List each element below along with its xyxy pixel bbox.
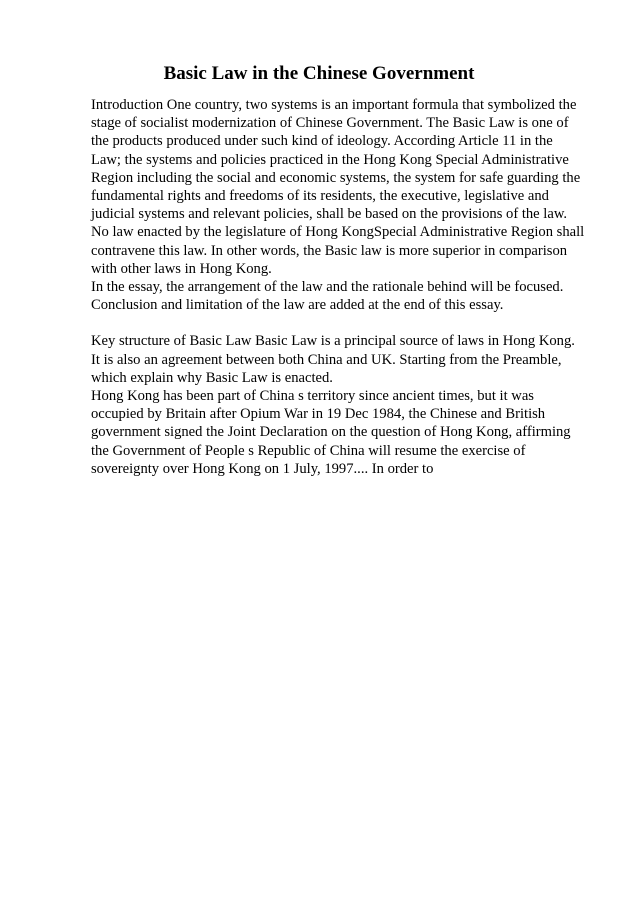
text-line: which explain why Basic Law is enacted. <box>91 369 333 386</box>
text-line: occupied by Britain after Opium War in 19 Dec 1984, the Chinese and British <box>91 406 546 423</box>
text-line: fundamental rights and freedoms of its residents, the executive, legislative and <box>91 187 549 204</box>
text-line: Introduction One country, two systems is an important formula that symbolized the <box>91 97 577 113</box>
document-title: Basic Law in the Chinese Government <box>163 63 475 84</box>
text-line: contravene this law. In other words, the Basic law is more superior in comparison <box>91 242 568 259</box>
text-line: Key structure of Basic Law Basic Law is a principal source of laws in Hong Kong. <box>91 333 575 350</box>
paragraph-essay-scope <box>91 278 611 314</box>
text-line: It is also an agreement between both China and UK. Starting from the Preamble, <box>91 351 562 368</box>
paragraph-spacer <box>91 314 611 332</box>
text-line: with other laws in Hong Kong. <box>91 260 272 277</box>
text-line: government signed the Joint Declaration on the question of Hong Kong, affirming <box>91 424 571 441</box>
text-line: the products produced under such kind of ideology. According Article 11 in the <box>91 133 553 150</box>
text-line: the Government of People s Republic of China will resume the exercise of <box>91 442 526 459</box>
text-line: sovereignty over Hong Kong on 1 July, 1997.... In order to <box>91 460 434 477</box>
paragraph-introduction <box>91 96 611 278</box>
text-line: stage of socialist modernization of Chinese Government. The Basic Law is one of <box>91 115 569 132</box>
document-body <box>91 96 611 478</box>
text-line: In the essay, the arrangement of the law and the rationale behind will be focused. <box>91 278 564 295</box>
text-line: Law; the systems and policies practiced in the Hong Kong Special Administrative <box>91 151 569 168</box>
text-line: Conclusion and limitation of the law are added at the end of this essay. <box>91 297 504 314</box>
text-line: Hong Kong has been part of China s territory since ancient times, but it was <box>91 388 534 404</box>
paragraph-history <box>91 387 611 478</box>
text-line: Region including the social and economic systems, the system for safe guarding the <box>91 169 581 186</box>
paragraph-key-structure <box>91 332 611 387</box>
text-line: No law enacted by the legislature of Hong KongSpecial Administrative Region shall <box>91 224 585 241</box>
text-line: judicial systems and relevant policies, shall be based on the provisions of the law. <box>91 206 568 223</box>
